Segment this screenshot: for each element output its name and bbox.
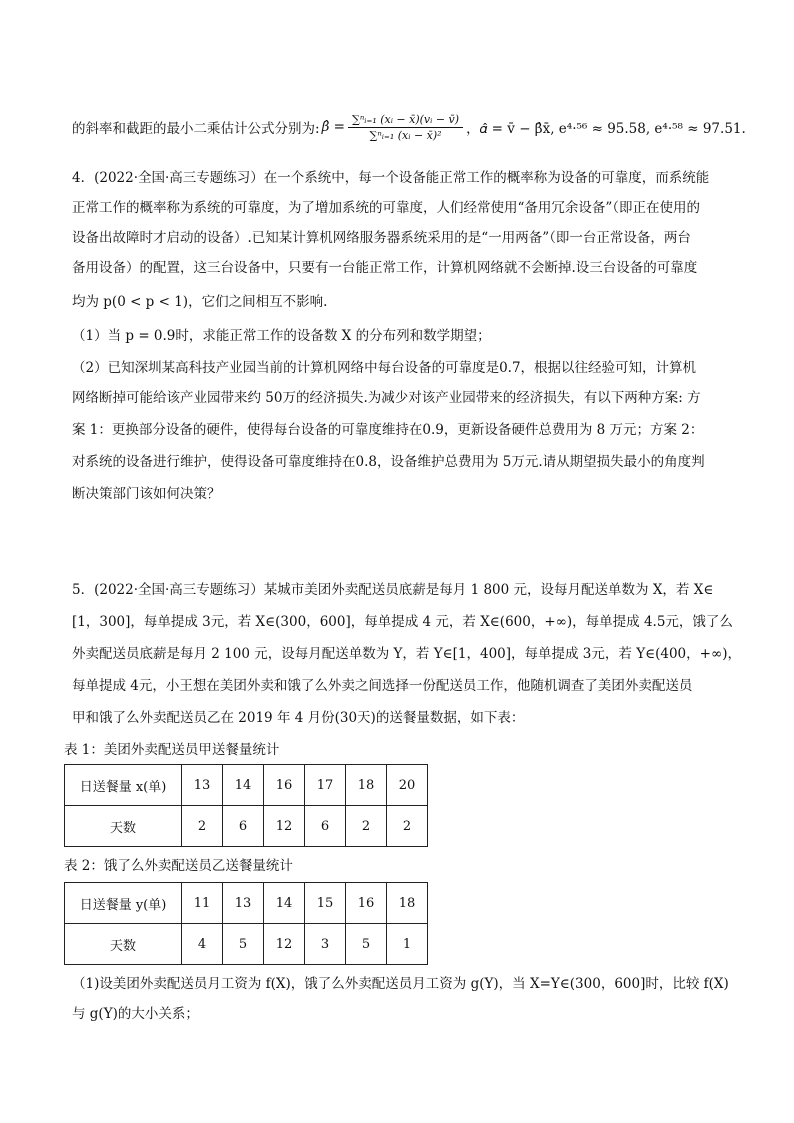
table-cell: 5 — [223, 924, 264, 965]
table-cell: 18 — [387, 883, 428, 924]
table-cell: 2 — [182, 806, 223, 847]
problem5-line-1: 5．(2022·全国·高三专题练习）某城市美团外卖配送员底薪是每月 1 800 元，设每月配送单数为 X，若 X∈ — [72, 582, 714, 598]
problem5-line-3: 外卖配送员底薪是每月 2 100 元，设每月配送单数为 Y，若 Y∈[1，400]，每单提成 3元，若 Y∈(400，+∞)， — [72, 646, 741, 662]
table-cell: 2 — [387, 806, 428, 847]
problem4-line-1: 4．(2022·全国·高三专题练习）在一个系统中，每一个设备能正常工作的概率称为设备的可靠度，而系统能 — [72, 170, 710, 186]
formula-rest: ，𝛼̂ = v̄ − β̂x̄, e⁴·⁵⁶ ≈ 95.58, e⁴·⁵⁸ ≈ 97.51. — [466, 121, 746, 137]
fraction-denominator: ∑ⁿᵢ₌₁ (xᵢ − x̄)² — [369, 128, 442, 142]
table-cell: 5 — [346, 924, 387, 965]
table-cell: 18 — [346, 765, 387, 806]
table-cell: 20 — [387, 765, 428, 806]
table2 — [64, 882, 428, 965]
problem5-line-2: [1，300]，每单提成 3元，若 X∈(300，600]，每单提成 4 元，若 X∈(600，+∞)，每单提成 4.5元，饿了么 — [72, 614, 733, 630]
table-row — [65, 806, 428, 847]
problem4-question-2-line-3: 案 1：更换部分设备的硬件，使得每台设备的可靠度维持在0.9，更新设备硬件总费用为 8 万元；方案 2： — [72, 422, 704, 438]
table-header-cell: 天数 — [65, 924, 182, 965]
table-cell: 2 — [346, 806, 387, 847]
table-cell: 14 — [264, 883, 305, 924]
table-cell: 15 — [305, 883, 346, 924]
table-row — [65, 924, 428, 965]
problem4-line-2: 正常工作的概率称为系统的可靠度，为了增加系统的可靠度，人们经常使用“备用冗余设备”（即正在使用的 — [72, 200, 701, 216]
least-squares-fraction — [348, 113, 463, 142]
table-cell: 3 — [305, 924, 346, 965]
table-cell: 6 — [223, 806, 264, 847]
table-cell: 4 — [182, 924, 223, 965]
problem4-question-2-line-2: 网络断掉可能给该产业园带来约 50万的经济损失.为减少对该产业园带来的经济损失，有以下两种方案: 方 — [72, 390, 701, 406]
table-row — [65, 883, 428, 924]
table-header-cell: 日送餐量 x(单) — [65, 765, 182, 806]
fraction-numerator: ∑ⁿᵢ₌₁ (xᵢ − x̄)(vᵢ − v̄) — [348, 113, 463, 128]
table-cell: 16 — [346, 883, 387, 924]
table-cell: 14 — [223, 765, 264, 806]
table-cell: 17 — [305, 765, 346, 806]
formula-prefix: 的斜率和截距的最小二乘估计公式分别为: — [72, 121, 320, 137]
problem4-line-4: 备用设备）的配置，这三台设备中，只要有一台能正常工作，计算机网络就不会断掉.设三台设备的可靠度 — [72, 260, 698, 276]
table1-caption: 表 1：美团外卖配送员甲送餐量统计 — [64, 742, 280, 758]
table-row — [65, 765, 428, 806]
table1 — [64, 764, 428, 847]
problem5-question-1-line-2: 与 g(Y)的大小关系； — [72, 1006, 199, 1022]
table2-caption: 表 2：饿了么外卖配送员乙送餐量统计 — [64, 858, 293, 874]
table-cell: 12 — [264, 924, 305, 965]
problem4-question-1: （1）当 p = 0.9时，求能正常工作的设备数 X 的分布列和数学期望； — [72, 328, 491, 344]
problem4-line-5: 均为 p(0 < p < 1)，它们之间相互不影响. — [72, 294, 328, 310]
beta-hat: β̂ = — [321, 119, 345, 135]
problem5-question-1-line-1: （1)设美团外卖配送员月工资为 f(X)，饿了么外卖配送员月工资为 g(Y)，当 X=Y∈(300，600]时，比较 f(X) — [72, 976, 729, 992]
table-cell: 6 — [305, 806, 346, 847]
table-header-cell: 日送餐量 y(单) — [65, 883, 182, 924]
table-header-cell: 天数 — [65, 806, 182, 847]
problem5-line-5: 甲和饿了么外卖配送员乙在 2019 年 4 月份(30天)的送餐量数据，如下表： — [72, 710, 525, 726]
problem4-question-2-line-4: 对系统的设备进行维护，使得设备可靠度维持在0.8，设备维护总费用为 5万元.请从期望损失最小的角度判 — [72, 454, 705, 470]
table-cell: 1 — [387, 924, 428, 965]
table-cell: 12 — [264, 806, 305, 847]
table-cell: 13 — [182, 765, 223, 806]
problem4-question-2-line-5: 断决策部门该如何决策？ — [72, 486, 221, 502]
problem4-line-3: 设备出故障时才启动的设备）.已知某计算机网络服务器系统采用的是“一用两备”（即一台正常设备，两台 — [72, 230, 691, 246]
table-cell: 11 — [182, 883, 223, 924]
problem4-question-2-line-1: （2）已知深圳某高科技产业园当前的计算机网络中每台设备的可靠度是0.7，根据以往经验可知，计算机 — [72, 360, 697, 376]
table-cell: 13 — [223, 883, 264, 924]
formula-line — [72, 104, 746, 150]
problem5-line-4: 每单提成 4元，小王想在美团外卖和饿了么外卖之间选择一份配送员工作，他随机调查了美团外卖配送员 — [72, 678, 693, 694]
table-cell: 16 — [264, 765, 305, 806]
